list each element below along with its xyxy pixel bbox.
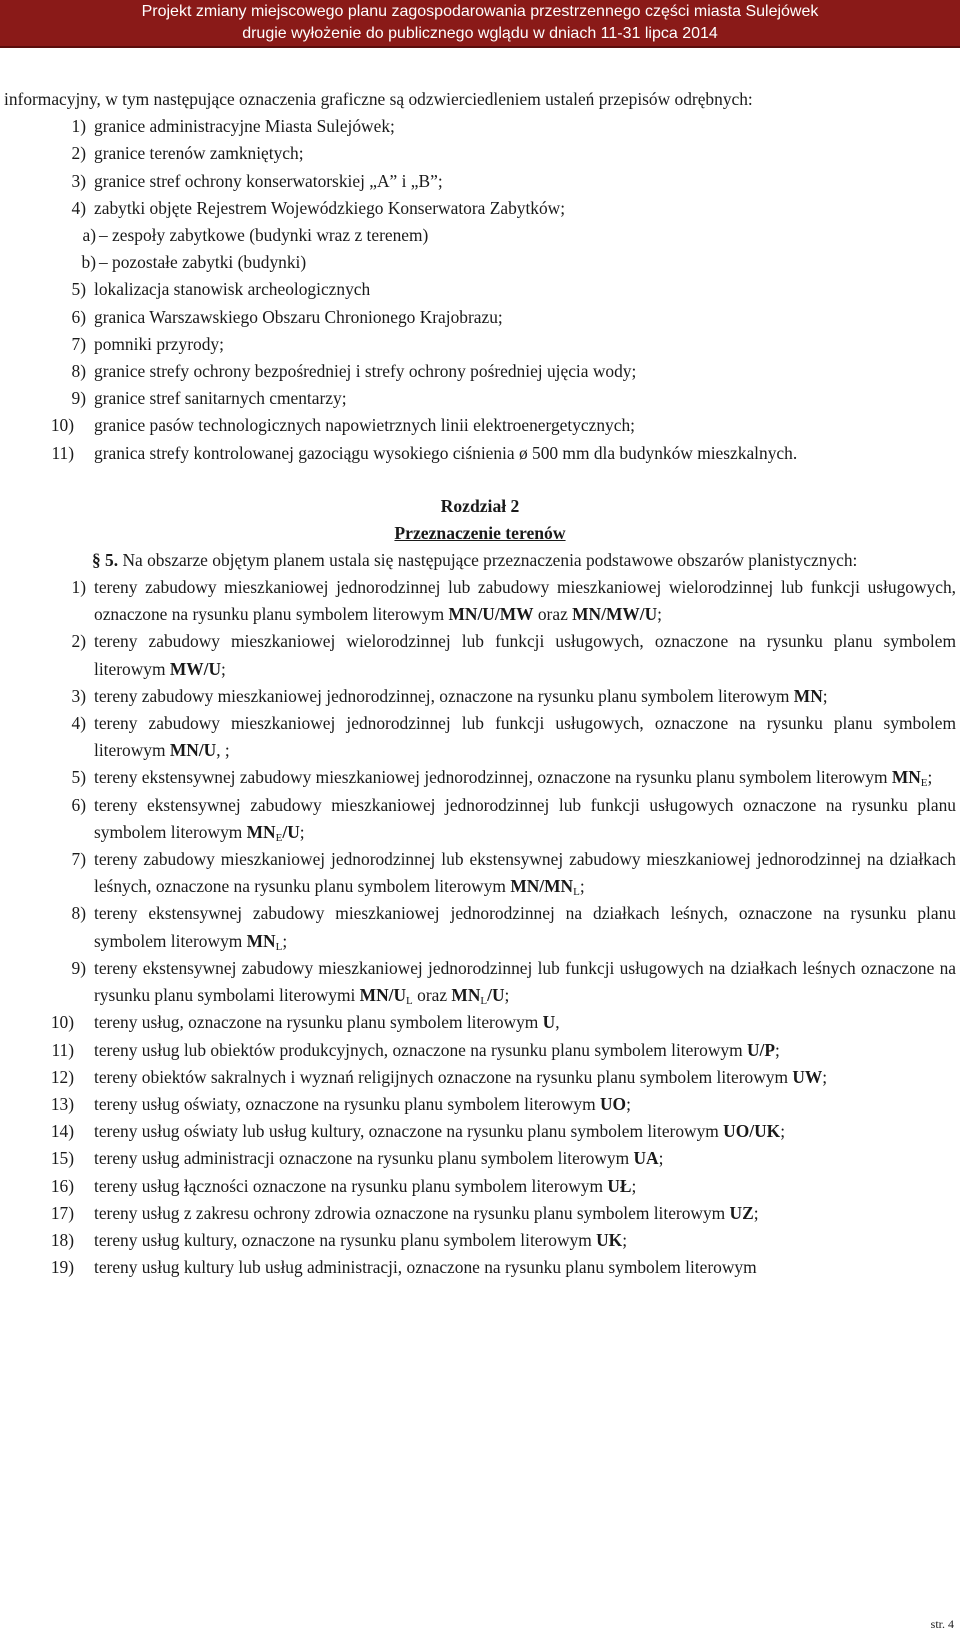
list-item-text: granice administracyjne Miasta Sulejówek; [94,116,395,137]
list-item-number: 11) [51,442,74,463]
symbol-code: U/P [746,1039,775,1060]
list-item-text: tereny ekstensywnej zabudowy mieszkaniowej jednorodzinnej lub funkcji usługowych na działkach leśnych oznaczone na rysunku planu symbolami literowymi [94,957,956,1006]
header-subtitle: drugie wyłożenie do publicznego wglądu w dniach 11-31 lipca 2014 [242,25,718,42]
list-item [4,222,956,249]
list-item-number: 6) [71,306,86,327]
list-item-number: 10) [50,1012,74,1033]
symbol-subscript: E [920,777,928,790]
list-item-end: ; [299,821,305,842]
symbol-code: MN/U/MW [448,604,534,625]
symbol-code: MN [246,930,276,951]
list-item-number: 2) [71,143,86,164]
symbol-code: UŁ [607,1175,632,1196]
paragraph-5 [4,547,956,574]
list-item-text: tereny obiektów sakralnych i wyznań religijnych oznaczone na rysunku planu symbolem literowym [94,1066,793,1087]
symbol-subscript: L [275,940,283,953]
list-item [4,1200,956,1227]
list-item-text: tereny zabudowy mieszkaniowej wielorodzinnej lub funkcji usługowych, oznaczone na rysunku planu symbolem literowym [94,631,956,679]
list-item [4,1009,956,1036]
symbol-code: UA [633,1148,659,1169]
paragraph-text: Na obszarze objętym planem ustala się następujące przeznaczenia podstawowe obszarów planistycznych: [122,549,858,570]
document-body [4,86,956,1281]
intro-paragraph: informacyjny, w tym następujące oznaczenia graficzne są odzwierciedleniem ustaleń przepisów odrębnych: [4,89,753,109]
list-item-number: 10) [50,415,74,436]
paragraph-number: § 5. [92,549,119,570]
symbol-code: U [542,1012,556,1033]
list-item-end: ; [658,1148,664,1169]
list-item [4,574,956,628]
list-item-text: granice terenów zamkniętych; [94,143,304,164]
symbol-subscript: E [275,831,283,844]
symbol-code: MN [246,821,276,842]
list-item-text: tereny zabudowy mieszkaniowej jednorodzinnej, oznaczone na rysunku planu symbolem literowym [94,685,794,706]
list-item [4,168,956,195]
list-item-text: tereny usług lub obiektów produkcyjnych, oznaczone na rysunku planu symbolem literowym [94,1039,747,1060]
list-item-number: 19) [50,1257,74,1278]
symbol-suffix: /U [282,821,300,842]
symbol-code: MN [451,985,481,1006]
list-item-end: ; [631,1175,637,1196]
list-item-end: ; [626,1093,631,1114]
list-item-number: 18) [50,1229,74,1250]
list-item [4,1037,956,1064]
list-item [4,358,956,385]
list-item [4,249,956,276]
list-item [4,1118,956,1145]
list-item-conjunction: oraz [412,985,452,1006]
symbol-suffix: /U [487,985,505,1006]
list-item-text: tereny ekstensywnej zabudowy mieszkaniowej jednorodzinnej na działkach leśnych, oznaczone na rysunku planu symbolem literowym [94,903,956,951]
list-item [4,1173,956,1200]
list-item-text: tereny usług oświaty, oznaczone na rysunku planu symbolem literowym [94,1093,600,1114]
land-use-list [4,574,956,1281]
list-item-text: zabytki objęte Rejestrem Wojewódzkiego Konserwatora Zabytków; [94,197,566,218]
list-item-text: tereny usług oświaty lub usług kultury, oznaczone na rysunku planu symbolem literowym [94,1121,724,1142]
list-item [4,1145,956,1172]
list-item-number: 11) [51,1039,74,1060]
list-item [4,195,956,222]
list-item [4,846,956,900]
list-item-number: 4) [71,197,86,218]
header-title: Projekt zmiany miejscowego planu zagospodarowania przestrzennego części miasta Sulejówek [141,3,819,20]
symbol-subscript: L [573,886,580,899]
list-item-text: – zespoły zabytkowe (budynki wraz z terenem) [99,225,429,246]
list-item [4,683,956,710]
list-item [4,710,956,764]
list-item [4,900,956,954]
header-divider [0,46,960,48]
symbol-code: MN [793,685,823,706]
list-item-text: lokalizacja stanowisk archeologicznych [94,279,371,300]
list-item [4,385,956,412]
symbol-subscript: L [406,995,413,1008]
list-item-text: tereny usług łączności oznaczone na rysunku planu symbolem literowym [94,1175,608,1196]
chapter-title: Rozdział 2 [440,495,520,516]
list-item-end: ; [282,930,288,951]
symbol-code: MW/U [169,658,222,679]
list-item-end: ; [780,1121,786,1142]
list-item-text: tereny usług kultury lub usług administracji, oznaczone na rysunku planu symbolem literowym [94,1257,757,1278]
list-item-end: ; [927,767,933,788]
list-item-text: granica strefy kontrolowanej gazociągu wysokiego ciśnienia ø 500 mm dla budynków mieszkalnych. [94,442,798,463]
list-item-end: ; [775,1039,780,1060]
list-item-number: 14) [50,1121,74,1142]
list-item [4,140,956,167]
symbol-code: MN/U [359,985,407,1006]
list-item-text: tereny usług kultury, oznaczone na rysunku planu symbolem literowym [94,1229,597,1250]
symbol-code: UZ [729,1202,754,1223]
list-item-end: , ; [216,740,230,761]
document-header [0,0,960,46]
list-item-text: granica Warszawskiego Obszaru Chronionego Krajobrazu; [94,306,503,327]
map-legend-list [4,113,956,467]
list-item [4,1064,956,1091]
list-item-number: 9) [71,388,86,409]
list-item-number: 6) [71,794,86,815]
list-item-text: tereny usług, oznaczone na rysunku planu symbolem literowym [94,1012,543,1033]
list-item-text: pomniki przyrody; [94,333,224,354]
list-item-number: 2) [71,631,86,652]
list-item-text: granice stref ochrony konserwatorskiej „A” i „B”; [94,170,443,191]
list-item-number: 9) [71,957,86,978]
list-item-text: – pozostałe zabytki (budynki) [99,252,307,273]
list-item-end: ; [822,685,828,706]
list-item-end: ; [657,604,662,625]
symbol-code: UK [596,1229,623,1250]
symbol-code: MN [891,767,921,788]
list-item-text: tereny usług z zakresu ochrony zdrowia oznaczone na rysunku planu symbolem literowym [94,1202,730,1223]
list-item-number: 8) [71,903,86,924]
list-item-number: 3) [71,685,86,706]
list-item-number: 13) [50,1093,74,1114]
list-item-number: 8) [71,361,86,382]
list-item-text: tereny zabudowy mieszkaniowej jednorodzinnej lub zabudowy mieszkaniowej wielorodzinnej lub funkcji usługowych, oznaczone na rysunku planu symbolem literowym [94,577,956,625]
list-item [4,764,956,791]
list-item [4,792,956,846]
list-item-number: 4) [71,713,86,734]
list-item-text: tereny ekstensywnej zabudowy mieszkaniowej jednorodzinnej lub funkcji usługowych oznaczone na rysunku planu symbolem literowym [94,794,956,842]
list-item-end: ; [504,985,510,1006]
list-item [4,1227,956,1254]
list-item-number: b) [81,252,96,273]
list-item-text: tereny ekstensywnej zabudowy mieszkaniowej jednorodzinnej, oznaczone na rysunku planu symbolem literowym [94,767,892,788]
list-item [4,440,956,467]
list-item-end: ; [822,1066,828,1087]
list-item-number: 5) [71,767,86,788]
list-item-text: granice stref sanitarnych cmentarzy; [94,388,347,409]
list-item-number: 1) [71,116,86,137]
list-item [4,955,956,1009]
list-item [4,113,956,140]
list-item-end: , [555,1012,560,1033]
list-item-conjunction: oraz [533,604,573,625]
list-item-end: ; [622,1229,628,1250]
list-item-number: 16) [50,1175,74,1196]
list-item-number: 1) [71,577,86,598]
list-item-number: 12) [50,1066,74,1087]
symbol-code: MN/U [169,740,217,761]
list-item-number: 5) [71,279,86,300]
list-item-number: 7) [71,849,86,870]
symbol-code: MN/MW/U [572,604,658,625]
symbol-code: UW [792,1066,823,1087]
chapter-subtitle: Przeznaczenie terenów [394,522,566,543]
page-number: str. 4 [930,1617,954,1631]
list-item [4,276,956,303]
chapter-heading [4,493,956,547]
symbol-code: UO [599,1093,627,1114]
list-item-number: 15) [50,1148,74,1169]
list-item-number: 17) [50,1202,74,1223]
symbol-code: UO/UK [723,1121,781,1142]
symbol-subscript: L [480,995,488,1008]
list-item-text: tereny zabudowy mieszkaniowej jednorodzinnej lub funkcji usługowych, oznaczone na rysunku planu symbolem literowym [94,713,956,761]
list-item-end: ; [221,658,226,679]
list-item-number: 3) [71,170,86,191]
list-item-end: ; [579,876,585,897]
list-item-text: tereny zabudowy mieszkaniowej jednorodzinnej lub ekstensywnej zabudowy mieszkaniowej jednorodzinnej na działkach leśnych, oznaczone na rysunku planu symbolem literowym [94,849,956,897]
symbol-code: MN/MN [510,876,574,897]
list-item-end: ; [753,1202,759,1223]
list-item-text: granice strefy ochrony bezpośredniej i strefy ochrony pośredniej ujęcia wody; [94,361,637,382]
list-item-number: 7) [71,333,86,354]
list-item-text: tereny usług administracji oznaczone na rysunku planu symbolem literowym [94,1148,634,1169]
list-item [4,628,956,682]
list-item-number: a) [82,225,96,246]
list-item [4,1091,956,1118]
list-item [4,1254,956,1281]
list-item [4,304,956,331]
list-item [4,412,956,439]
list-item-text: granice pasów technologicznych napowietrznych linii elektroenergetycznych; [94,415,635,436]
list-item [4,331,956,358]
